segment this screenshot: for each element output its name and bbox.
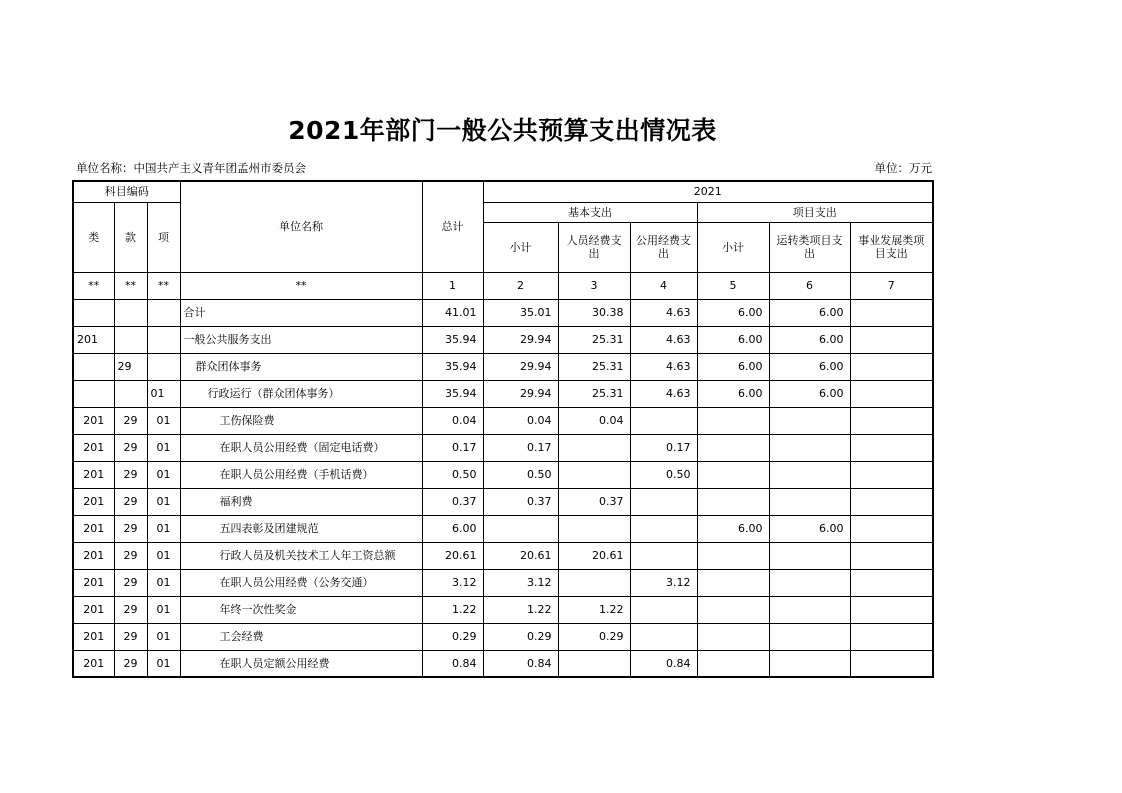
cell-personnel: 25.31 [558,326,630,353]
cell-public [630,542,697,569]
table-row [73,542,933,569]
cell-lei: 201 [73,623,114,650]
cell-project-subtotal [697,461,769,488]
cell-lei: 201 [73,326,114,353]
cell-xiang: 01 [147,407,180,434]
cell-lei [73,380,114,407]
cell-personnel: 25.31 [558,353,630,380]
cell-transfer [769,488,850,515]
cell-transfer: 6.00 [769,326,850,353]
cell-kuan [114,380,147,407]
cell-project-subtotal [697,569,769,596]
cell-development [850,353,933,380]
page-title: 2021年部门一般公共预算支出情况表 [288,116,717,145]
table-row [73,353,933,380]
cell-basic-subtotal: 0.50 [483,461,558,488]
header-kuan: 款 [114,202,147,272]
cell-transfer [769,623,850,650]
cell-total: 0.17 [422,434,483,461]
cell-public [630,488,697,515]
index-cell: ** [180,272,422,299]
cell-personnel [558,650,630,677]
cell-name: 工伤保险费 [180,407,422,434]
cell-xiang: 01 [147,461,180,488]
cell-lei: 201 [73,407,114,434]
cell-personnel: 0.04 [558,407,630,434]
cell-development [850,380,933,407]
cell-total: 35.94 [422,326,483,353]
cell-public: 0.50 [630,461,697,488]
cell-public: 0.17 [630,434,697,461]
cell-name: 在职人员公用经费（公务交通） [180,569,422,596]
header-subject-code: 科目编码 [73,181,180,202]
cell-kuan: 29 [114,515,147,542]
cell-xiang [147,299,180,326]
cell-project-subtotal: 6.00 [697,515,769,542]
cell-kuan: 29 [114,434,147,461]
cell-personnel: 20.61 [558,542,630,569]
cell-name: 在职人员定额公用经费 [180,650,422,677]
cell-development [850,434,933,461]
cell-personnel: 0.29 [558,623,630,650]
cell-development [850,407,933,434]
cell-basic-subtotal: 3.12 [483,569,558,596]
cell-lei: 201 [73,569,114,596]
cell-lei [73,353,114,380]
header-project-subtotal: 小计 [697,222,769,272]
table-row [73,623,933,650]
cell-project-subtotal: 6.00 [697,353,769,380]
cell-transfer [769,461,850,488]
cell-development [850,461,933,488]
cell-basic-subtotal: 0.04 [483,407,558,434]
table-row [73,434,933,461]
cell-transfer [769,542,850,569]
cell-project-subtotal [697,596,769,623]
cell-development [850,650,933,677]
header-xiang: 项 [147,202,180,272]
cell-transfer: 6.00 [769,299,850,326]
cell-xiang: 01 [147,488,180,515]
cell-name: 五四表彰及团建规范 [180,515,422,542]
cell-basic-subtotal: 29.94 [483,380,558,407]
cell-total: 35.94 [422,380,483,407]
cell-basic-subtotal: 1.22 [483,596,558,623]
cell-basic-subtotal: 0.37 [483,488,558,515]
cell-xiang: 01 [147,623,180,650]
unit-name-label: 单位名称：中国共产主义青年团孟州市委员会 [76,161,306,175]
table-row [73,515,933,542]
cell-basic-subtotal: 0.29 [483,623,558,650]
cell-personnel: 30.38 [558,299,630,326]
cell-lei: 201 [73,515,114,542]
cell-transfer [769,407,850,434]
cell-development [850,569,933,596]
cell-project-subtotal: 6.00 [697,299,769,326]
cell-basic-subtotal: 29.94 [483,326,558,353]
cell-kuan: 29 [114,623,147,650]
cell-total: 0.50 [422,461,483,488]
cell-project-subtotal [697,488,769,515]
cell-development [850,596,933,623]
table-row [73,299,933,326]
cell-development [850,515,933,542]
cell-public: 4.63 [630,326,697,353]
index-row [73,272,933,299]
cell-public [630,623,697,650]
cell-kuan: 29 [114,461,147,488]
cell-public [630,596,697,623]
cell-total: 0.29 [422,623,483,650]
header-year: 2021 [483,181,933,202]
cell-development [850,542,933,569]
cell-public: 4.63 [630,353,697,380]
cell-basic-subtotal [483,515,558,542]
cell-total: 0.84 [422,650,483,677]
cell-kuan: 29 [114,542,147,569]
header-project: 项目支出 [697,202,933,222]
cell-kuan: 29 [114,407,147,434]
cell-xiang [147,326,180,353]
cell-transfer: 6.00 [769,353,850,380]
cell-xiang: 01 [147,596,180,623]
index-cell: 6 [769,272,850,299]
index-cell: 2 [483,272,558,299]
cell-personnel [558,461,630,488]
cell-transfer [769,650,850,677]
index-cell: ** [114,272,147,299]
cell-lei: 201 [73,596,114,623]
cell-public [630,515,697,542]
cell-name: 群众团体事务 [180,353,422,380]
cell-kuan: 29 [114,488,147,515]
cell-kuan [114,299,147,326]
table-row [73,326,933,353]
cell-public [630,407,697,434]
cell-basic-subtotal: 20.61 [483,542,558,569]
cell-project-subtotal [697,623,769,650]
cell-project-subtotal [697,434,769,461]
cell-public: 4.63 [630,380,697,407]
cell-lei: 201 [73,461,114,488]
cell-xiang [147,353,180,380]
cell-transfer: 6.00 [769,515,850,542]
cell-development [850,299,933,326]
cell-xiang: 01 [147,569,180,596]
cell-total: 41.01 [422,299,483,326]
cell-lei: 201 [73,434,114,461]
cell-kuan [114,326,147,353]
cell-total: 20.61 [422,542,483,569]
cell-project-subtotal: 6.00 [697,380,769,407]
unit-label: 单位：万元 [874,161,932,175]
cell-total: 1.22 [422,596,483,623]
cell-name: 福利费 [180,488,422,515]
cell-transfer [769,569,850,596]
header-transfer: 运转类项目支出 [769,222,850,272]
header-basic: 基本支出 [483,202,697,222]
header-public: 公用经费支出 [630,222,697,272]
cell-development [850,623,933,650]
cell-personnel [558,515,630,542]
cell-development [850,326,933,353]
cell-basic-subtotal: 35.01 [483,299,558,326]
index-cell: 5 [697,272,769,299]
table-row [73,569,933,596]
cell-transfer [769,596,850,623]
cell-personnel [558,434,630,461]
index-cell: 3 [558,272,630,299]
budget-table [72,180,934,678]
table-row [73,461,933,488]
cell-basic-subtotal: 0.17 [483,434,558,461]
cell-public: 3.12 [630,569,697,596]
cell-total: 35.94 [422,353,483,380]
index-cell: 7 [850,272,933,299]
cell-personnel: 1.22 [558,596,630,623]
cell-total: 6.00 [422,515,483,542]
header-lei: 类 [73,202,114,272]
index-cell: ** [73,272,114,299]
cell-xiang: 01 [147,380,180,407]
cell-public: 4.63 [630,299,697,326]
cell-lei: 201 [73,542,114,569]
cell-name: 在职人员公用经费（固定电话费） [180,434,422,461]
cell-basic-subtotal: 0.84 [483,650,558,677]
cell-lei: 201 [73,488,114,515]
cell-development [850,488,933,515]
cell-project-subtotal [697,650,769,677]
cell-lei: 201 [73,650,114,677]
cell-project-subtotal [697,407,769,434]
cell-kuan: 29 [114,650,147,677]
cell-public: 0.84 [630,650,697,677]
cell-personnel: 0.37 [558,488,630,515]
cell-name: 合计 [180,299,422,326]
table-row [73,596,933,623]
cell-kuan: 29 [114,353,147,380]
header-total: 总计 [422,181,483,272]
cell-total: 0.04 [422,407,483,434]
cell-name: 一般公共服务支出 [180,326,422,353]
cell-project-subtotal [697,542,769,569]
cell-transfer: 6.00 [769,380,850,407]
index-cell: 1 [422,272,483,299]
header-personnel: 人员经费支出 [558,222,630,272]
table-row [73,488,933,515]
cell-total: 3.12 [422,569,483,596]
cell-kuan: 29 [114,596,147,623]
cell-lei [73,299,114,326]
header-development: 事业发展类项目支出 [850,222,933,272]
cell-project-subtotal: 6.00 [697,326,769,353]
index-cell: ** [147,272,180,299]
header-unit-name: 单位名称 [180,181,422,272]
cell-xiang: 01 [147,515,180,542]
cell-name: 在职人员公用经费（手机话费） [180,461,422,488]
cell-personnel [558,569,630,596]
cell-xiang: 01 [147,434,180,461]
cell-basic-subtotal: 29.94 [483,353,558,380]
cell-total: 0.37 [422,488,483,515]
cell-name: 行政人员及机关技术工人年工资总额 [180,542,422,569]
cell-name: 年终一次性奖金 [180,596,422,623]
cell-name: 行政运行（群众团体事务） [180,380,422,407]
cell-xiang: 01 [147,542,180,569]
table-row [73,650,933,677]
cell-xiang: 01 [147,650,180,677]
table-row [73,380,933,407]
header-basic-subtotal: 小计 [483,222,558,272]
index-cell: 4 [630,272,697,299]
cell-name: 工会经费 [180,623,422,650]
cell-kuan: 29 [114,569,147,596]
table-row [73,407,933,434]
cell-transfer [769,434,850,461]
cell-personnel: 25.31 [558,380,630,407]
